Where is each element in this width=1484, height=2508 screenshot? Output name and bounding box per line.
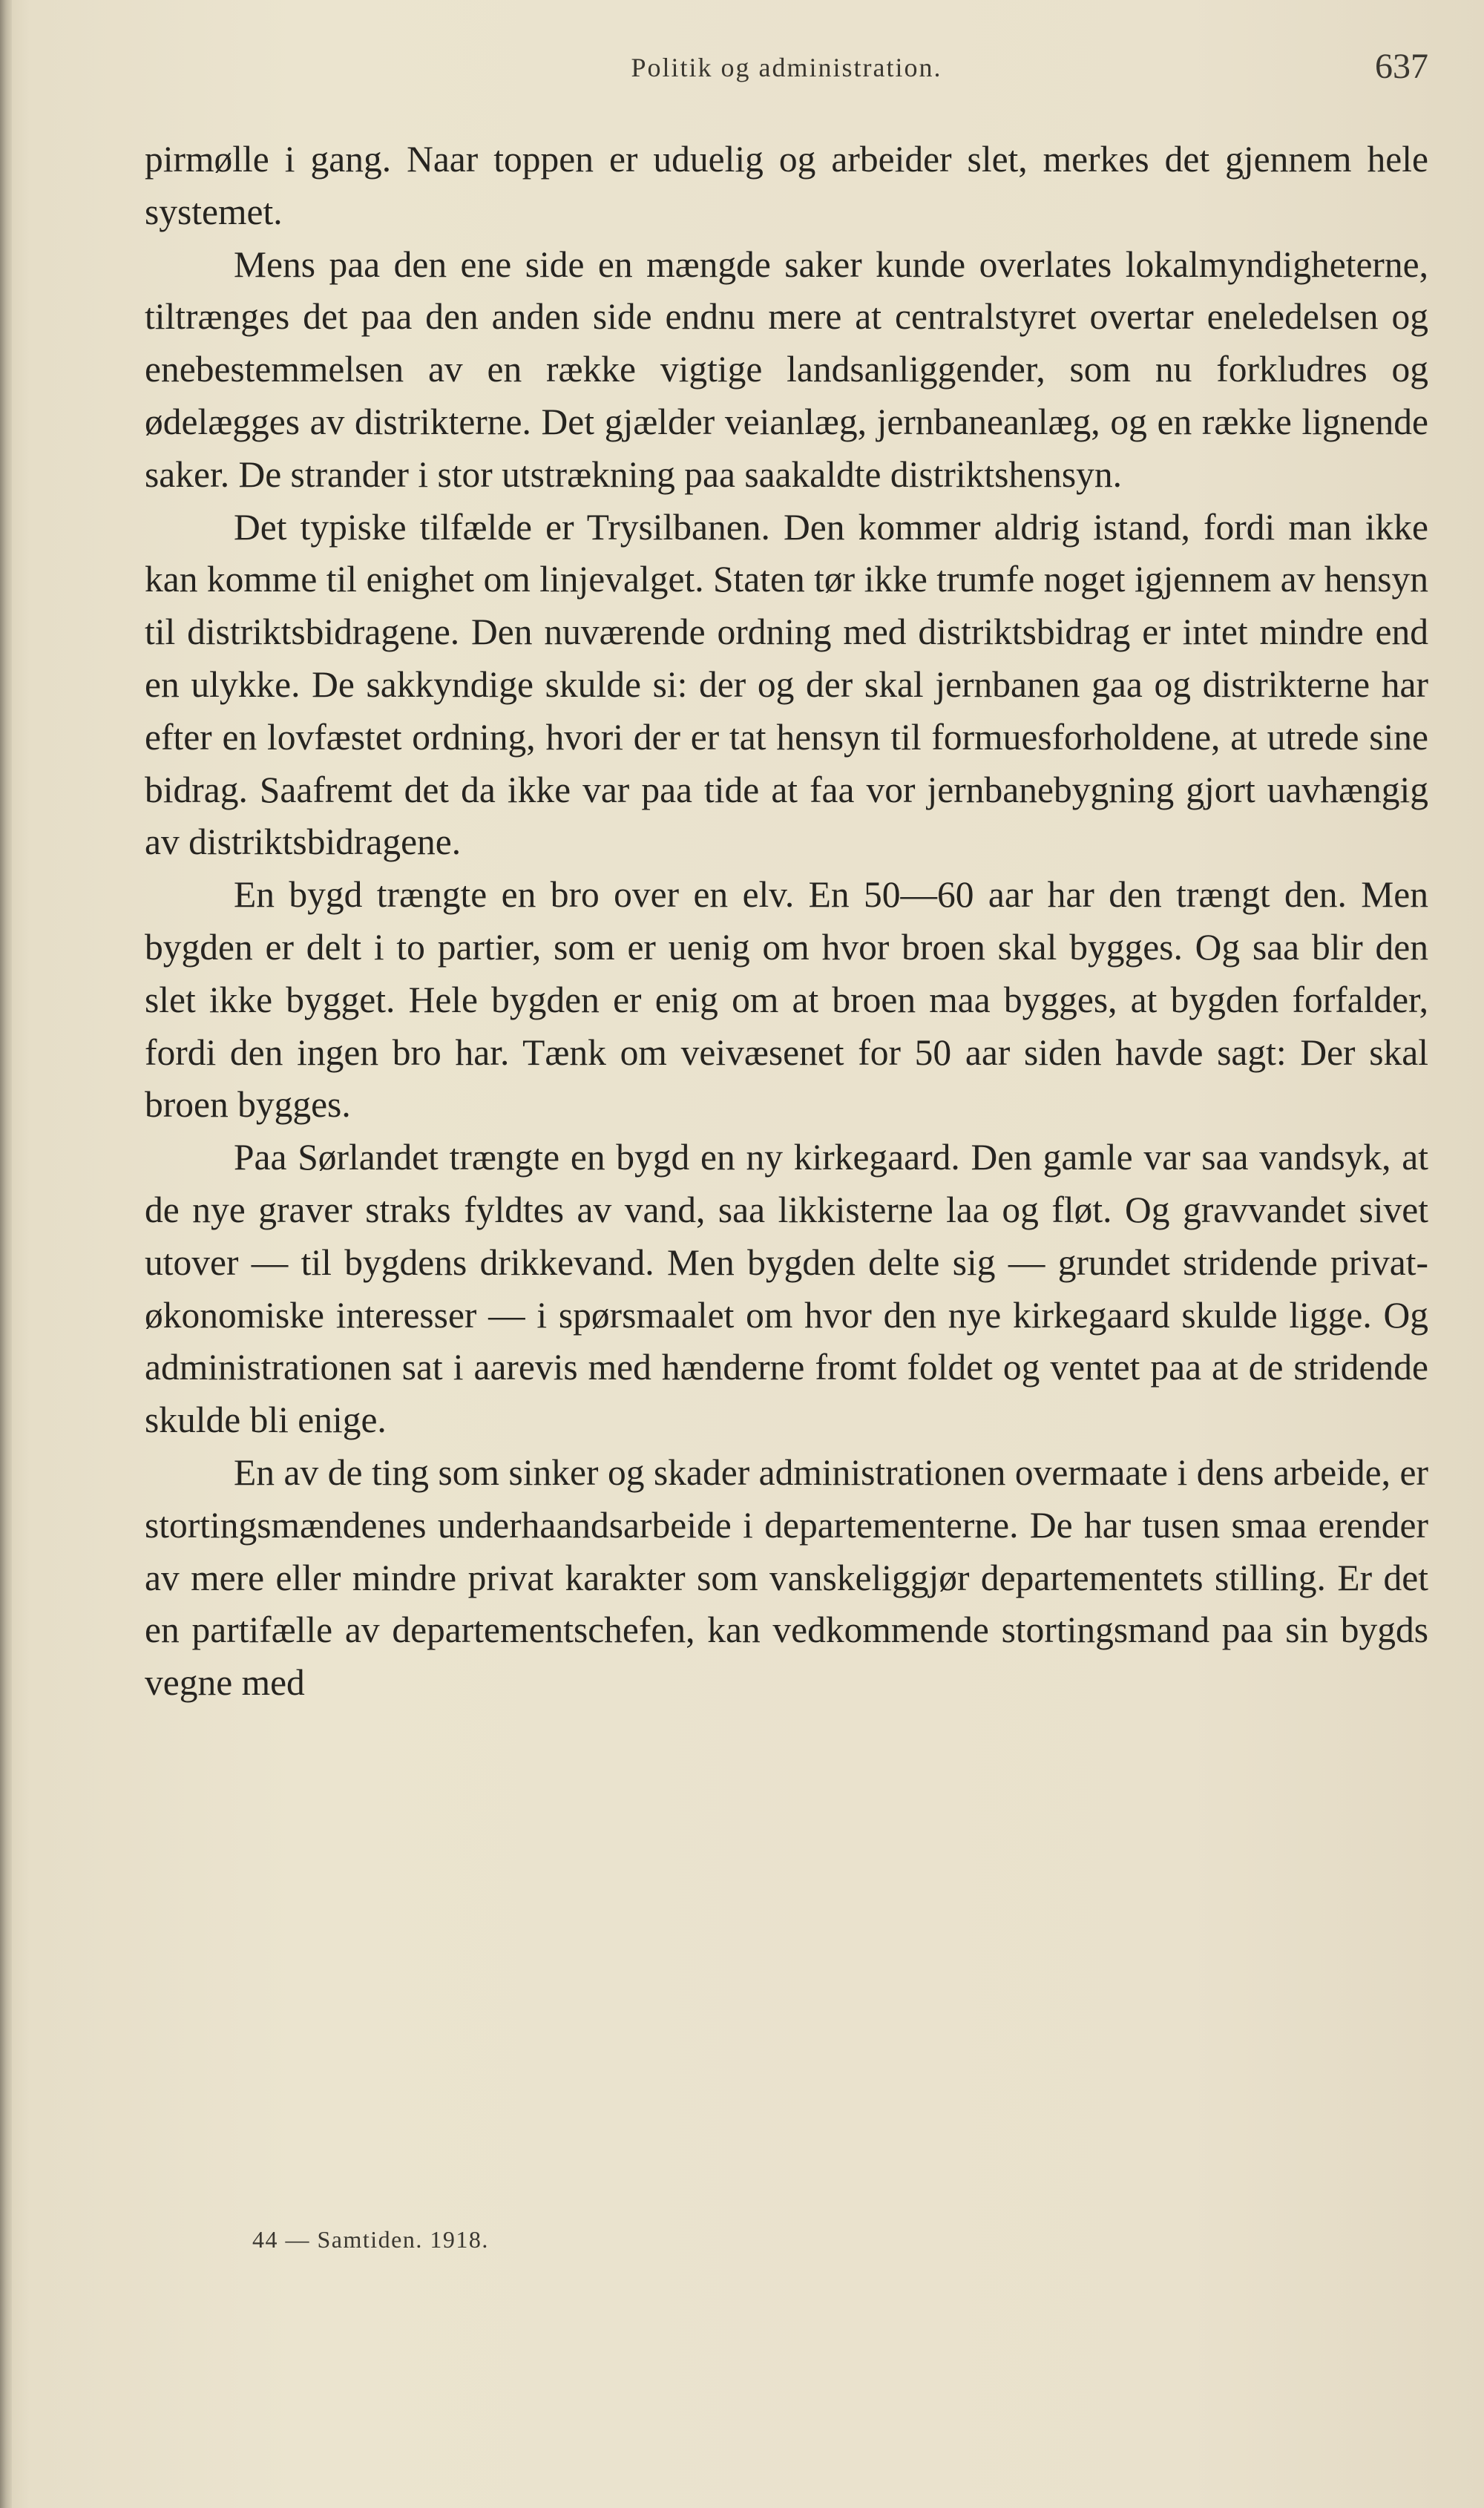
paragraph: Mens paa den ene side en mængde saker kunde overlates lokalmyndigheterne, tiltrænges det paa den anden side endnu mere at centralstyret overtar eneledelsen og enebestemmelsen av en række vigtige landsanliggender, som nu forkludres og ødelægges av distrikterne. Det gjælder veianlæg, jernbaneanlæg, og en række lignende saker. De strander i stor utstrækning paa saakaldte distriktshensyn.: [145, 243, 1428, 495]
page-header: [145, 47, 1428, 96]
paragraph-continued: pirmølle i gang. Naar toppen er uduelig og arbeider slet, merkes det gjennem hele systemet.: [145, 139, 1428, 232]
page-number: 637: [1375, 47, 1428, 86]
signature-line: 44 — Samtiden. 1918.: [252, 2226, 489, 2253]
book-spine-shadow: [0, 0, 12, 2508]
body-text: [145, 134, 1428, 1710]
paragraph: En bygd trængte en bro over en elv. En 50—60 aar har den trængt den. Men bygden er delt i to partier, som er uenig om hvor broen skal bygges. Og saa blir den slet ikke bygget. Hele bygden er enig om at broen maa bygges, at bygden forfalder, fordi den ingen bro har. Tænk om veivæsenet for 50 aar siden havde sagt: Der skal broen bygges.: [145, 874, 1428, 1126]
paragraph: Det typiske tilfælde er Trysilbanen. Den kommer aldrig istand, fordi man ikke kan komme til enighet om linjevalget. Staten tør ikke trumfe noget igjennem av hensyn til distriktsbidragene. Den nuværende ordning med distriktsbidrag er intet mindre end en ulykke. De sakkyndige skulde si: der og der skal jernbanen gaa og distrikterne har efter en lovfæstet ordning, hvori der er tat hensyn til formuesforholdene, at utrede sine bidrag. Saafremt det da ikke var paa tide at faa vor jernbanebygning gjort uavhængig av distriktsbidragene.: [145, 506, 1428, 863]
paragraph: En av de ting som sinker og skader administrationen overmaate i dens arbeide, er stortingsmændenes underhaandsarbeide i departementerne. De har tusen smaa erender av mere eller mindre privat karakter som vanskeliggjør departementets stilling. Er det en partifælle av departementschefen, kan vedkommende stortingsmand paa sin bygds vegne med: [145, 1451, 1428, 1704]
paragraph: Paa Sørlandet trængte en bygd en ny kirkegaard. Den gamle var saa vandsyk, at de nye graver straks fyldtes av vand, saa likkisterne laa og fløt. Og gravvandet sivet utover — til bygdens drikkevand. Men bygden delte sig — grundet stridende privat-økonomiske interesser — i spørsmaalet om hvor den nye kirkegaard skulde ligge. Og administrationen sat i aarevis med hænderne fromt foldet og ventet paa at de stridende skulde bli enige.: [145, 1137, 1428, 1441]
running-title: Politik og administration.: [631, 53, 942, 82]
